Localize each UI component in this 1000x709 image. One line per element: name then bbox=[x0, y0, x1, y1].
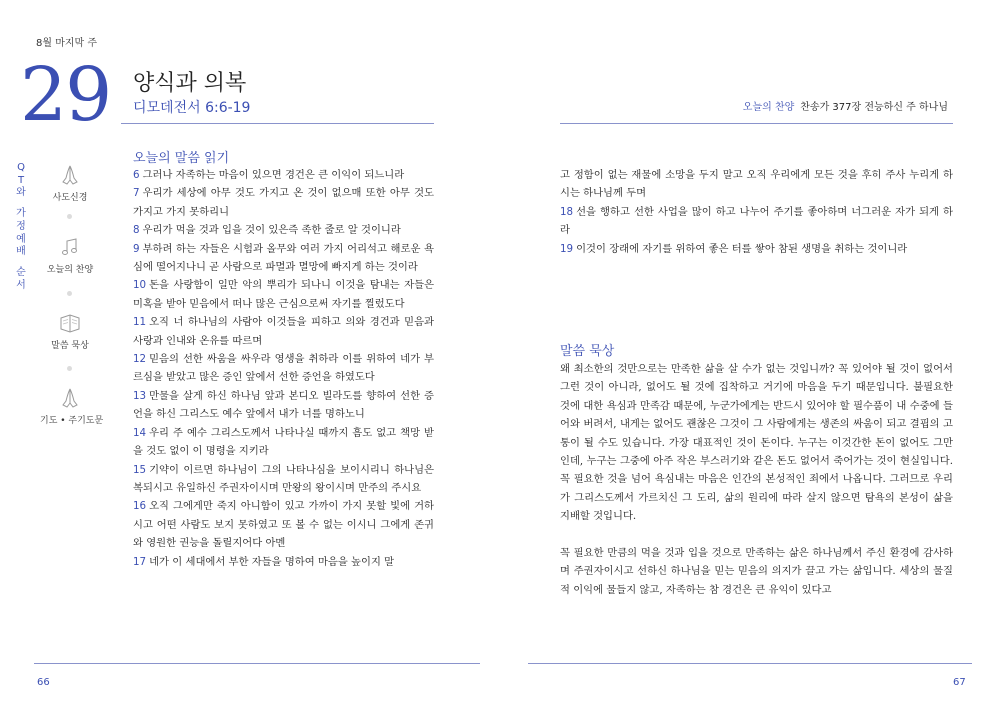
verse-number: 16 bbox=[133, 500, 147, 513]
sidebar-item-meditation bbox=[40, 312, 100, 351]
page-title: 양식과 의복 bbox=[133, 71, 247, 96]
verse bbox=[560, 203, 953, 240]
verse bbox=[133, 240, 434, 277]
sidebar-dot bbox=[67, 214, 72, 219]
verse-text: 믿음의 선한 싸움을 싸우라 영생을 취하라 이를 위하여 네가 부르심을 받았고 많은 증인 앞에서 선한 증언을 하였도다 bbox=[133, 353, 434, 384]
sidebar-item-apostles-creed bbox=[40, 164, 100, 203]
verse bbox=[133, 424, 434, 461]
verse-text: 만물을 살게 하신 하나님 앞과 본디오 빌라도를 향하여 선한 증언을 하신 그리스도 예수 앞에서 내가 너를 명하노니 bbox=[133, 389, 434, 421]
verse-text: 선을 행하고 선한 사업을 많이 하고 나누어 주기를 좋아하며 너그러운 자가 되게 하라 bbox=[560, 205, 953, 237]
hymn-value: 찬송가 377장 전능하신 주 하나님 bbox=[800, 102, 948, 113]
sidebar-label-char: 서 bbox=[16, 279, 26, 291]
verse-number: 15 bbox=[133, 463, 147, 476]
todays-hymn bbox=[743, 98, 948, 113]
hymn-label: 오늘의 찬양 bbox=[742, 102, 795, 113]
verse-text: 그러나 자족하는 마음이 있으면 경건은 큰 이익이 되느니라 bbox=[142, 169, 405, 181]
verse bbox=[133, 276, 434, 313]
sidebar-label-char: Q bbox=[17, 162, 25, 173]
reading-heading: 오늘의 말씀 읽기 bbox=[133, 151, 230, 166]
verse bbox=[133, 221, 434, 239]
page-number-left: 66 bbox=[37, 677, 50, 688]
verse-number: 8 bbox=[133, 224, 140, 237]
verse-text: 이것이 장래에 자기를 위하여 좋은 터를 쌓아 참된 생명을 취하는 것이니라 bbox=[576, 242, 908, 255]
meditation-text bbox=[560, 360, 953, 599]
verse-number: 7 bbox=[133, 187, 140, 200]
sidebar-label-char: T bbox=[17, 174, 25, 186]
header-rule-right bbox=[560, 123, 953, 124]
verse bbox=[560, 240, 953, 258]
scripture-text-left bbox=[133, 166, 434, 571]
sidebar-label-char: 와 bbox=[16, 187, 26, 199]
verse-number: 17 bbox=[133, 555, 147, 568]
verse-number: 6 bbox=[133, 169, 140, 181]
sidebar-item-hymn bbox=[40, 236, 100, 275]
footer-rule-right bbox=[528, 663, 972, 664]
verse-number: 14 bbox=[133, 426, 147, 439]
meditation-paragraph: 꼭 필요한 만큼의 먹을 것과 입을 것으로 만족하는 삶은 하나님께서 주신 환경에 감사하며 주권자이시고 선하신 하나님을 믿는 믿음의 의지가 끌고 가는 삶입니다. 세상의 물질적 이익에 물들지 않고, 자족하는 참 경건은 큰 유익이 있다고 bbox=[560, 547, 953, 596]
sidebar-label-char: 순 bbox=[16, 266, 26, 278]
verse-text: 오직 너 하나님의 사람아 이것들을 피하고 의와 경건과 믿음과 사랑과 인내와 온유를 따르며 bbox=[133, 316, 434, 347]
scripture-text-right bbox=[560, 166, 953, 258]
book-icon bbox=[58, 312, 82, 334]
sidebar-dot bbox=[67, 366, 72, 371]
verse-number: 13 bbox=[133, 389, 147, 402]
verse-text: 우리 주 예수 그리스도께서 나타나실 때까지 흠도 없고 책망 받을 것도 없이 이 명령을 지키라 bbox=[133, 426, 434, 458]
verse-number: 18 bbox=[560, 205, 574, 218]
scripture-continuation: 고 정함이 없는 재물에 소망을 두지 말고 오직 우리에게 모든 것을 후히 주사 누리게 하시는 하나님께 두며 bbox=[560, 169, 953, 200]
sidebar-label-char: 배 bbox=[16, 246, 26, 258]
verse bbox=[133, 553, 434, 571]
sidebar-item-label: 사도신경 bbox=[52, 193, 88, 203]
verse-text: 우리가 먹을 것과 입을 것이 있은즉 족한 줄로 알 것이니라 bbox=[142, 224, 401, 237]
sidebar-item-label: 오늘의 찬양 bbox=[46, 265, 94, 275]
header-rule-left bbox=[121, 123, 434, 124]
praying-hands-icon bbox=[59, 387, 81, 409]
verse bbox=[133, 387, 434, 424]
sidebar-item-prayer bbox=[40, 387, 104, 426]
footer-rule-left bbox=[34, 663, 480, 664]
verse-number: 11 bbox=[133, 316, 147, 329]
sidebar-dot bbox=[67, 291, 72, 296]
sidebar-label-char: 가 bbox=[16, 208, 26, 220]
page-number-right: 67 bbox=[953, 677, 966, 688]
verse-number: 19 bbox=[560, 242, 574, 255]
week-label: 8월 마지막 주 bbox=[36, 38, 98, 49]
sidebar-item-label: 말씀 묵상 bbox=[51, 341, 89, 351]
sidebar-label-char: 예 bbox=[16, 233, 26, 245]
verse bbox=[133, 166, 434, 184]
meditation-paragraph: 왜 최소한의 것만으로는 만족한 삶을 살 수가 없는 것입니까? 꼭 있어야 될 것이 없어서 그런 것이 아니라, 없어도 될 것에 집착하고 거기에 마음을 두기 때문입니다. 불필요한 것에 대한 욕심과 만족감 때문에, 누군가에게는 반드시 있어야 할 필수품이 내 수중에 들어와 버려서, 내게는 없어도 괜찮은 그것이 그 사람에게는 생존의 싸움이 되고 결핍의 고통이 될 수도 있습니다. 가장 대표적인 것이 돈이다. 누구는 이것간한 돈이 없어도 그만인데, 누구는 그중에 아주 작은 부스러기와 같은 돈도 없어서 죽어가는 것이 현실입니다. 꼭 필요한 것을 넘어 욕심내는 마음은 인간의 본성적인 죄에서 나옵니다. 그러므로 우리가 그리스도께서 가르치신 그 도리, 삶의 원리에 따라 살지 않으면 탐욕의 본성이 삶을 지배할 것입니다. bbox=[560, 363, 953, 523]
praying-hands-icon bbox=[59, 164, 81, 186]
verse-number: 10 bbox=[133, 279, 147, 292]
verse-text: 우리가 세상에 아무 것도 가지고 온 것이 없으매 또한 아무 것도 가지고 가지 못하리니 bbox=[133, 187, 434, 218]
sidebar-item-label: 기도 • 주기도문 bbox=[40, 416, 104, 426]
day-number: 29 bbox=[20, 52, 111, 138]
verse-text: 네가 이 세대에서 부한 자들을 명하여 마음을 높이지 말 bbox=[149, 555, 395, 568]
verse-text: 기약이 이르면 하나님이 그의 나타나심을 보이시리니 하나님은 복되시고 유일하신 주권자이시며 만왕의 왕이시며 만주의 주시요 bbox=[133, 463, 434, 494]
music-note-icon bbox=[59, 236, 81, 258]
sidebar-label-char: 정 bbox=[16, 220, 26, 232]
meditation-heading: 말씀 묵상 bbox=[560, 344, 615, 359]
verse bbox=[133, 184, 434, 221]
verse-text: 오직 그에게만 죽지 아니함이 있고 가까이 가지 못할 빛에 거하시고 어떤 사람도 보지 못하였고 또 볼 수 없는 이시니 그에게 존귀와 영원한 권능을 돌릴지어다 아멘 bbox=[133, 500, 434, 550]
verse-number: 9 bbox=[133, 242, 140, 255]
scripture-reference: 디모데전서 6:6-19 bbox=[133, 100, 251, 116]
sidebar-label bbox=[13, 162, 29, 292]
verse-number: 12 bbox=[133, 353, 147, 366]
verse-text: 돈을 사랑함이 일만 악의 뿌리가 되나니 이것을 탐내는 자들은 미혹을 받아 믿음에서 떠나 많은 근심으로써 자기를 찔렀도다 bbox=[133, 279, 434, 310]
verse bbox=[133, 350, 434, 387]
verse-text: 부하려 하는 자들은 시험과 올무와 여러 가지 어리석고 해로운 욕심에 떨어지나니 곧 사람으로 파멸과 멸망에 빠지게 하는 것이라 bbox=[133, 242, 434, 274]
verse bbox=[133, 461, 434, 498]
verse bbox=[133, 313, 434, 350]
verse bbox=[133, 497, 434, 552]
